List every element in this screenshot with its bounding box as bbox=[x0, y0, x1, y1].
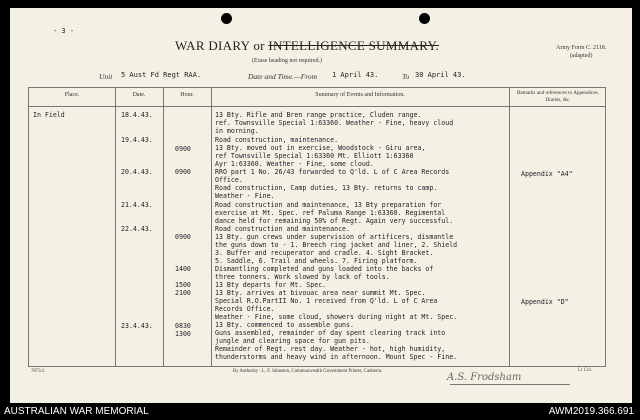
summary-line: Records Office. bbox=[215, 305, 275, 313]
summary-line: 13 Bty. commenced to assemble guns. bbox=[215, 321, 354, 329]
date-cell: 19.4.43. bbox=[121, 136, 153, 144]
date-cell: 21.4.43. bbox=[121, 201, 153, 209]
summary-line: 3. Buffer and recuperator and cradle. 4. Sight Bracket. bbox=[215, 249, 434, 257]
summary-line: Ayr 1:63360. Weather - Fine, some cloud. bbox=[215, 160, 374, 168]
summary-line: Guns assembled, remainder of day spent clearing track into bbox=[215, 329, 446, 337]
summary-line: 13 Bty departs for Mt. Spec. bbox=[215, 281, 327, 289]
date-cell: 18.4.43. bbox=[121, 111, 153, 119]
summary-line: 5. Saddle, 6. Trail and wheels. 7. Firing platform. bbox=[215, 257, 418, 265]
summary-line: 13 Bty. moved out in exercise, Woodstock - Giru area, bbox=[215, 144, 426, 152]
summary-line: three tonners. Work slowed by lack of tools. bbox=[215, 273, 390, 281]
summary-line: Road construction and maintenance. bbox=[215, 225, 350, 233]
date-label: Date and Time.—From bbox=[248, 72, 318, 81]
remarks-cell: Appendix "D" bbox=[521, 298, 569, 306]
summary-line: Road construction and maintenance, 13 Bty preparation for bbox=[215, 201, 442, 209]
summary-line: ref. Townsville Special 1:63360. Weather - Fine, heavy cloud bbox=[215, 119, 454, 127]
summary-line: exercise at Mt. Spec. ref Paluma Range 1:63360. Regimental bbox=[215, 209, 446, 217]
remarks-cell: Appendix "A4" bbox=[521, 170, 573, 178]
summary-line: RRO part 1 No. 26/43 forwarded to Q'ld. L of C Area Records bbox=[215, 168, 450, 176]
place-cell: In Field bbox=[33, 111, 65, 119]
summary-line: Remainder of Regt. rest day. Weather - hot, high humidity, bbox=[215, 345, 446, 353]
summary-line: dance held for remaining 50% of Regt. Again very successful. bbox=[215, 217, 454, 225]
archive-credit: AUSTRALIAN WAR MEMORIAL bbox=[4, 406, 149, 417]
summary-line: the guns down to - 1. Breech ring jacket and liner, 2. Shield bbox=[215, 241, 458, 249]
form-title bbox=[175, 38, 475, 54]
summary-line: Special R.O.PartII No. 1 received from Q'ld. L of C Area bbox=[215, 297, 438, 305]
header-divider bbox=[29, 106, 605, 107]
signature: A.S. Frodsham bbox=[447, 372, 522, 383]
column-divider bbox=[163, 88, 164, 366]
date-cell: 22.4.43. bbox=[121, 225, 153, 233]
punch-hole bbox=[419, 13, 430, 24]
summary-line: 13 Bty. arrives at bivouac area near summit Mt. Spec. bbox=[215, 289, 426, 297]
archive-reference: AWM2019.366.691 bbox=[548, 406, 634, 417]
summary-line: ref Townsville Special 1:63360 Mt. Elliott 1:63360 bbox=[215, 152, 414, 160]
title-main: WAR DIARY or bbox=[175, 38, 265, 53]
summary-line: Dismantling completed and guns loaded into the backs of bbox=[215, 265, 434, 273]
hour-cell: 0830 bbox=[175, 322, 191, 330]
signature-line bbox=[450, 384, 570, 385]
date-cell: 20.4.43. bbox=[121, 168, 153, 176]
col-header-date: Date. bbox=[132, 92, 146, 98]
army-form-note: (adapted) bbox=[569, 53, 593, 59]
form-subtitle: (Erase heading not required.) bbox=[252, 58, 322, 64]
date-from: 1 April 43. bbox=[332, 71, 379, 79]
hour-cell: 0900 bbox=[175, 145, 191, 153]
summary-line: 13 Bty. gun crews under supervision of artificers, dismantle bbox=[215, 233, 454, 241]
summary-line: Weather - Fine. bbox=[215, 192, 275, 200]
date-to: 30 April 43. bbox=[415, 71, 466, 79]
col-header-summary: Summary of Events and Information. bbox=[315, 92, 405, 98]
hour-cell: 2100 bbox=[175, 289, 191, 297]
hour-cell: 0900 bbox=[175, 233, 191, 241]
col-header-hour: Hour. bbox=[180, 92, 194, 98]
col-header-remarks: Remarks and references to Appendices, Diaries, &c. bbox=[517, 90, 599, 103]
form-code: 7873.1. bbox=[31, 369, 46, 374]
hour-cell: 0900 bbox=[175, 168, 191, 176]
summary-line: Office. bbox=[215, 176, 243, 184]
printer-authority: By Authority : L. F. Johnston, Commonwealth Government Printer, Canberra. bbox=[233, 369, 383, 374]
punch-hole bbox=[221, 13, 232, 24]
column-divider bbox=[115, 88, 116, 366]
summary-line: Road construction, maintenance. bbox=[215, 136, 339, 144]
summary-line: Weather - Fine, some cloud, showers during night at Mt. Spec. bbox=[215, 313, 458, 321]
hour-cell: 1500 bbox=[175, 281, 191, 289]
page-number: - 3 - bbox=[53, 27, 75, 35]
summary-line: jungle and clearing space for gun pits. bbox=[215, 337, 370, 345]
army-form-number: Army Form C. 2118. bbox=[556, 45, 607, 51]
to-label: To bbox=[402, 72, 410, 81]
hour-cell: 1400 bbox=[175, 265, 191, 273]
hour-cell: 1300 bbox=[175, 330, 191, 338]
signature-rank: Lt Col. bbox=[578, 368, 593, 373]
diary-table bbox=[28, 87, 606, 367]
unit-value: 5 Aust Fd Regt RAA. bbox=[121, 71, 202, 79]
col-header-place: Place. bbox=[64, 92, 80, 98]
army-form-label bbox=[556, 44, 606, 60]
column-divider bbox=[211, 88, 212, 366]
date-cell: 23.4.43. bbox=[121, 322, 153, 330]
unit-label: Unit bbox=[99, 72, 113, 81]
summary-line: thunderstorms and heavy wind in afternoon. Mount Spec - Fine. bbox=[215, 353, 458, 361]
summary-line: in morning. bbox=[215, 127, 259, 135]
title-struck: INTELLIGENCE SUMMARY. bbox=[268, 38, 440, 53]
summary-line: Road construction, Camp duties, 13 Bty. returns to camp. bbox=[215, 184, 438, 192]
summary-line: 13 Bty. Rifle and Bren range practice, Cluden range. bbox=[215, 111, 422, 119]
column-divider bbox=[509, 88, 510, 366]
